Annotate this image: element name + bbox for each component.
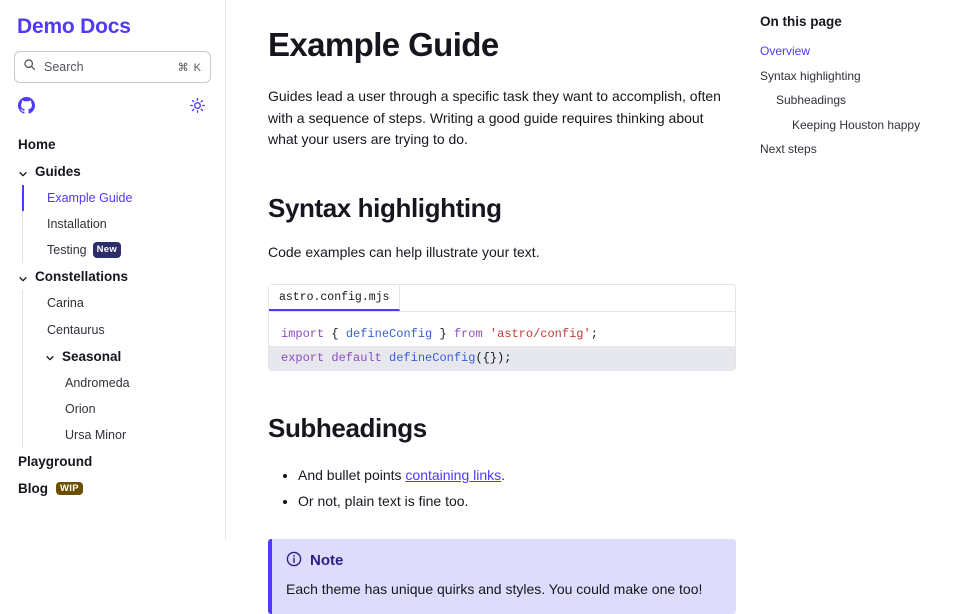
list-item [298, 488, 736, 515]
toc-title: On this page [760, 14, 842, 29]
sidebar-item-example-guide[interactable]: Example Guide [22, 185, 211, 211]
table-of-contents [760, 0, 960, 540]
chevron-down-icon [18, 167, 28, 177]
code-token-keyword: export default [281, 350, 382, 365]
sun-icon[interactable] [190, 98, 205, 118]
sidebar-item-installation[interactable]: Installation [47, 217, 107, 232]
search-shortcut: ⌘ K [177, 61, 202, 74]
code-token-keyword: import [281, 326, 325, 341]
sidebar-item-centaurus[interactable]: Centaurus [47, 322, 105, 337]
code-line-2 [269, 346, 735, 370]
main-content [226, 0, 760, 597]
toc-item-syntax-highlighting[interactable]: Syntax highlighting [760, 68, 861, 83]
sidebar-group-label: Constellations [35, 269, 129, 285]
code-token-function: defineConfig [345, 326, 433, 341]
code-body [269, 312, 735, 370]
code-line-1 [269, 322, 735, 346]
note-title: Note [310, 552, 344, 570]
bullet-text-pre: And bullet points [298, 466, 406, 483]
info-icon [286, 551, 302, 571]
sidebar-item-blog[interactable] [14, 475, 211, 502]
sidebar-group-guides-items [22, 185, 211, 263]
sidebar-item-testing[interactable] [23, 237, 211, 263]
note-header [286, 551, 722, 571]
code-block [268, 284, 736, 371]
status-badge-new: New [93, 242, 121, 258]
code-token-string: 'astro/config' [482, 326, 591, 341]
chevron-down-icon [45, 351, 55, 361]
sidebar-group-constellations-items [22, 290, 211, 448]
bullet-text-pre: Or not, plain text is fine too. [298, 493, 469, 510]
search-icon [23, 58, 36, 76]
sidebar-item-playground[interactable]: Playground [18, 454, 93, 469]
note-callout [268, 539, 736, 614]
toc-item-overview[interactable]: Overview [760, 44, 811, 58]
toc-item-subheadings[interactable]: Subheadings [776, 93, 847, 108]
sidebar-item-label: Testing [47, 243, 87, 258]
status-badge-wip: WIP [56, 482, 83, 495]
sidebar-item-andromeda[interactable]: Andromeda [65, 375, 130, 390]
toc-item-keeping-houston-happy[interactable]: Keeping Houston happy [792, 117, 921, 132]
article [268, 26, 736, 614]
site-brand[interactable]: Demo Docs [17, 15, 131, 38]
sidebar-group-guides[interactable] [14, 158, 211, 185]
sidebar-nav [14, 127, 211, 502]
search-input[interactable] [14, 51, 211, 83]
sidebar-group-label: Seasonal [62, 348, 122, 364]
sidebar-group-constellations[interactable] [14, 263, 211, 290]
section-heading-syntax: Syntax highlighting [268, 193, 502, 224]
code-token-brace-open: { [324, 326, 346, 341]
code-token-semicolon: ; [590, 326, 598, 341]
sidebar-item-label: Blog [18, 481, 48, 496]
sidebar [0, 0, 226, 540]
page-title: Example Guide [268, 26, 499, 63]
github-icon[interactable] [18, 97, 35, 119]
code-token-function: defineConfig [381, 350, 476, 365]
sidebar-icon-row [14, 83, 211, 127]
code-tabs [269, 285, 735, 312]
chevron-down-icon [18, 272, 28, 282]
sidebar-item-ursa-minor[interactable]: Ursa Minor [65, 427, 127, 442]
sidebar-item-orion[interactable]: Orion [65, 401, 96, 416]
sidebar-item-home[interactable]: Home [18, 137, 56, 152]
inline-link[interactable]: containing links [405, 466, 502, 483]
bullet-list [268, 462, 736, 515]
code-tab-filename[interactable]: astro.config.mjs [269, 285, 400, 311]
sidebar-item-carina[interactable]: Carina [47, 296, 84, 311]
toc-item-next-steps[interactable]: Next steps [760, 142, 817, 157]
bullet-text-post: . [501, 466, 506, 483]
search-placeholder: Search [44, 60, 84, 74]
code-token-brace-close: } [432, 326, 454, 341]
intro-paragraph: Guides lead a user through a specific task they want to accomplish, often with a sequence of steps. Writing a good guide requires thinking about what your users are trying to do. [268, 88, 721, 148]
sidebar-group-seasonal[interactable] [23, 343, 211, 370]
list-item [298, 462, 736, 489]
syntax-paragraph: Code examples can help illustrate your text. [268, 244, 540, 261]
code-token-from: from [453, 326, 483, 341]
code-token-rest: ({}); [475, 350, 512, 365]
note-text: Each theme has unique quirks and styles. You could make one too! [286, 580, 703, 597]
section-heading-subheadings: Subheadings [268, 412, 427, 443]
sidebar-group-label: Guides [35, 164, 81, 179]
